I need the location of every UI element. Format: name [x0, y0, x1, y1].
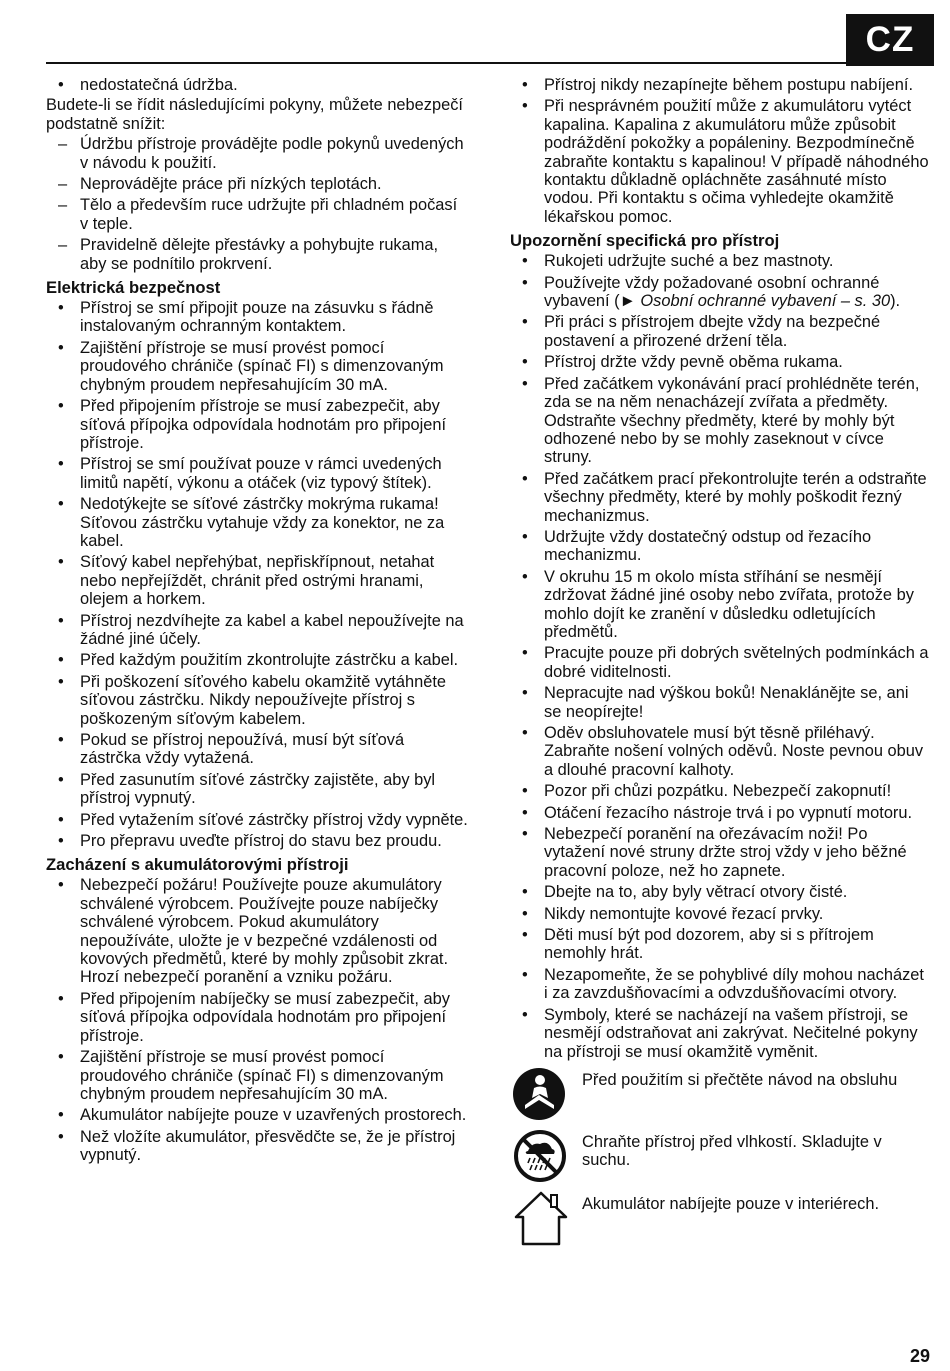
list-item: • Nebezpečí poranění na ořezávacím noži! Po vytažení nové struny držte stroj vždy v jeho běžné pracovní poloze, než ho zapnete.: [510, 825, 930, 880]
language-code: CZ: [865, 19, 915, 59]
list-item: • Nezapomeňte, že se pohyblivé díly mohou nacházet i za zavzdušňovacími a odvzdušňovacími otvory.: [510, 966, 930, 1003]
header-rule: [46, 62, 934, 64]
list-item: • Pozor při chůzi pozpátku. Nebezpečí zakopnutí!: [510, 782, 930, 800]
list-item: • Síťový kabel nepřehýbat, nepřiskřípnout, netahat nebo nepřejíždět, chránit před ostrými hranami, olejem a horkem.: [46, 553, 468, 608]
symbol-text: Chraňte přístroj před vlhkostí. Skladujte v suchu.: [582, 1132, 882, 1170]
list-item: – Pravidelně dělejte přestávky a pohybujte rukama, aby se podnítilo prokrvení.: [46, 236, 468, 273]
symbol-row-indoor: [510, 1189, 930, 1247]
list-item: – Neprovádějte práce při nízkých teplotách.: [46, 175, 468, 193]
list-item: • Přístroj se smí připojit pouze na zásuvku s řádně instalovaným ochranným kontaktem.: [46, 299, 468, 336]
list-item: • Pokud se přístroj nepoužívá, musí být síťová zástrčka vždy vytažená.: [46, 731, 468, 768]
right-column: [510, 76, 930, 1247]
list-item: • Před začátkem vykonávání prací prohlédněte terén, zda se na něm nenacházejí zvířata a předměty. Odstraňte všechny předměty, které by mohly být odhozené nebo by se mohly zaseknout v cívce struny.: [510, 375, 930, 467]
no-rain-icon: [510, 1127, 572, 1185]
intro-paragraph: Budete-li se řídit následujícími pokyny, můžete nebezpečí podstatně snížit:: [46, 96, 463, 133]
intro-dash-list: [46, 135, 468, 273]
list-item-with-reference: [510, 274, 930, 311]
list-item: • Před připojením nabíječky se musí zabezpečit, aby síťová přípojka odpovídala hodnotám pro připojení přístroje.: [46, 990, 468, 1045]
cross-reference-link[interactable]: Osobní ochranné vybavení – s. 30: [640, 292, 891, 311]
section-heading-electrical: Elektrická bezpečnost: [46, 278, 221, 298]
list-item: • Nepracujte nad výškou boků! Nenaklánějte se, ani se neopírejte!: [510, 684, 930, 721]
list-item: • Než vložíte akumulátor, přesvědčte se, že je přístroj vypnutý.: [46, 1128, 468, 1165]
list-item: • Přístroj nikdy nezapínejte během postupu nabíjení.: [510, 76, 930, 94]
list-item: • Před začátkem prací překontrolujte terén a odstraňte všechny předměty, které by mohly poškodit řezný mechanizmus.: [510, 470, 930, 525]
symbol-text: Akumulátor nabíjejte pouze v interiérech.: [582, 1194, 880, 1213]
list-item: • Před každým použitím zkontrolujte zástrčku a kabel.: [46, 651, 468, 669]
list-item: – Údržbu přístroje provádějte podle pokynů uvedených v návodu k použití.: [46, 135, 468, 172]
item-text: Používejte vždy požadované osobní ochranné vybavení (►: [544, 273, 880, 311]
house-icon: [510, 1189, 572, 1247]
read-manual-icon: [510, 1065, 572, 1123]
page-number: 29: [909, 1345, 930, 1366]
list-item: • Udržujte vždy dostatečný odstup od řezacího mechanizmu.: [510, 528, 930, 565]
list-item: • Přístroj nezdvíhejte za kabel a kabel nepoužívejte na žádné jiné účely.: [46, 612, 468, 649]
list-item: • Před připojením přístroje se musí zabezpečit, aby síťová přípojka odpovídala hodnotám pro připojení přístroje.: [46, 397, 468, 452]
battery-list: [46, 876, 468, 1164]
list-item: • Nikdy nemontujte kovové řezací prvky.: [510, 905, 930, 923]
battery-continued-list: [510, 76, 930, 226]
list-item: • Při nesprávném použití může z akumulátoru vytéct kapalina. Kapalina z akumulátoru může způsobit podráždění pokožky a popáleniny. Bezpodmínečně zabraňte kontaktu s kapalinou! V případě náhodného kontaktu důkladně opláchněte zasáhnuté místo vodou. Při kontaktu s očima vyhledejte okamžitě lékařskou pomoc.: [510, 97, 930, 226]
list-item: • Rukojeti udržujte suché a bez mastnoty.: [510, 252, 930, 270]
list-item: • Pracujte pouze při dobrých světelných podmínkách a dobré viditelnosti.: [510, 644, 930, 681]
list-item: • Při poškození síťového kabelu okamžitě vytáhněte síťovou zástrčku. Nikdy nepoužívejte přístroj s poškozeným síťovým kabelem.: [46, 673, 468, 728]
list-item: • Nedotýkejte se síťové zástrčky mokrýma rukama! Síťovou zástrčku vytahuje vždy za konektor, ne za kabel.: [46, 495, 468, 550]
list-item: • Dbejte na to, aby byly větrací otvory čisté.: [510, 883, 930, 901]
electrical-list: [46, 299, 468, 850]
left-column: [46, 76, 468, 1168]
list-item: • Otáčení řezacího nástroje trvá i po vypnutí motoru.: [510, 804, 930, 822]
list-item: • Pro přepravu uveďte přístroj do stavu bez proudu.: [46, 832, 468, 850]
list-item: • Nebezpečí požáru! Používejte pouze akumulátory schválené výrobcem. Používejte pouze nabíječky schválené výrobcem. Pokud akumulátory nepoužíváte, uložte je v bezpečné vzdálenosti od kovových předmětů, které by mohly způsobit zkrat. Hrozí nebezpečí poranění a vzniku požáru.: [46, 876, 468, 986]
list-item: • Přístroj držte vždy pevně oběma rukama.: [510, 353, 930, 371]
list-item: • Před zasunutím síťové zástrčky zajistěte, aby byl přístroj vypnutý.: [46, 771, 468, 808]
list-item: • Při práci s přístrojem dbejte vždy na bezpečné postavení a přirozené držení těla.: [510, 313, 930, 350]
intro-bullet-list: [46, 76, 468, 94]
item-text-end: ).: [890, 292, 901, 311]
list-item: • Zajištění přístroje se musí provést pomocí proudového chrániče (spínač FI) s dimenzovaným chybným proudem nepřesahujícím 30 mA.: [46, 1048, 468, 1103]
list-item: – Tělo a především ruce udržujte při chladném počasí v teple.: [46, 196, 468, 233]
list-item: • V okruhu 15 m okolo místa stříhání se nesmějí zdržovat žádné jiné osoby nebo zvířata, protože by mohlo dojít ke zranění v důsledku odletujících předmětů.: [510, 568, 930, 642]
section-heading-battery: Zacházení s akumulátorovými přístroji: [46, 855, 349, 875]
section-heading-specific: Upozornění specifická pro přístroj: [510, 231, 780, 251]
symbol-row-no-rain: [510, 1127, 930, 1185]
specific-list: [510, 252, 930, 1061]
list-item: • Akumulátor nabíjejte pouze v uzavřených prostorech.: [46, 1106, 468, 1124]
symbol-row-read-manual: [510, 1065, 930, 1123]
list-item: • Oděv obsluhovatele musí být těsně přiléhavý. Zabraňte nošení volných oděvů. Noste pevnou obuv a dlouhé pracovní kalhoty.: [510, 724, 930, 779]
list-item: • Zajištění přístroje se musí provést pomocí proudového chrániče (spínač FI) s dimenzovaným chybným proudem nepřesahujícím 30 mA.: [46, 339, 468, 394]
list-item: • nedostatečná údržba.: [46, 76, 468, 94]
list-item: • Přístroj se smí používat pouze v rámci uvedených limitů napětí, výkonu a otáček (viz typový štítek).: [46, 455, 468, 492]
list-item: • Před vytažením síťové zástrčky přístroj vždy vypněte.: [46, 811, 468, 829]
language-badge: [846, 14, 934, 66]
symbol-text: Před použitím si přečtěte návod na obsluhu: [582, 1070, 898, 1089]
list-item: • Děti musí být pod dozorem, aby si s přítrojem nemohly hrát.: [510, 926, 930, 963]
list-item: • Symboly, které se nacházejí na vašem přístroji, se nesmějí odstraňovat ani zakrývat. Nečitelné pokyny na přístroji se musí okamžitě vyměnit.: [510, 1006, 930, 1061]
